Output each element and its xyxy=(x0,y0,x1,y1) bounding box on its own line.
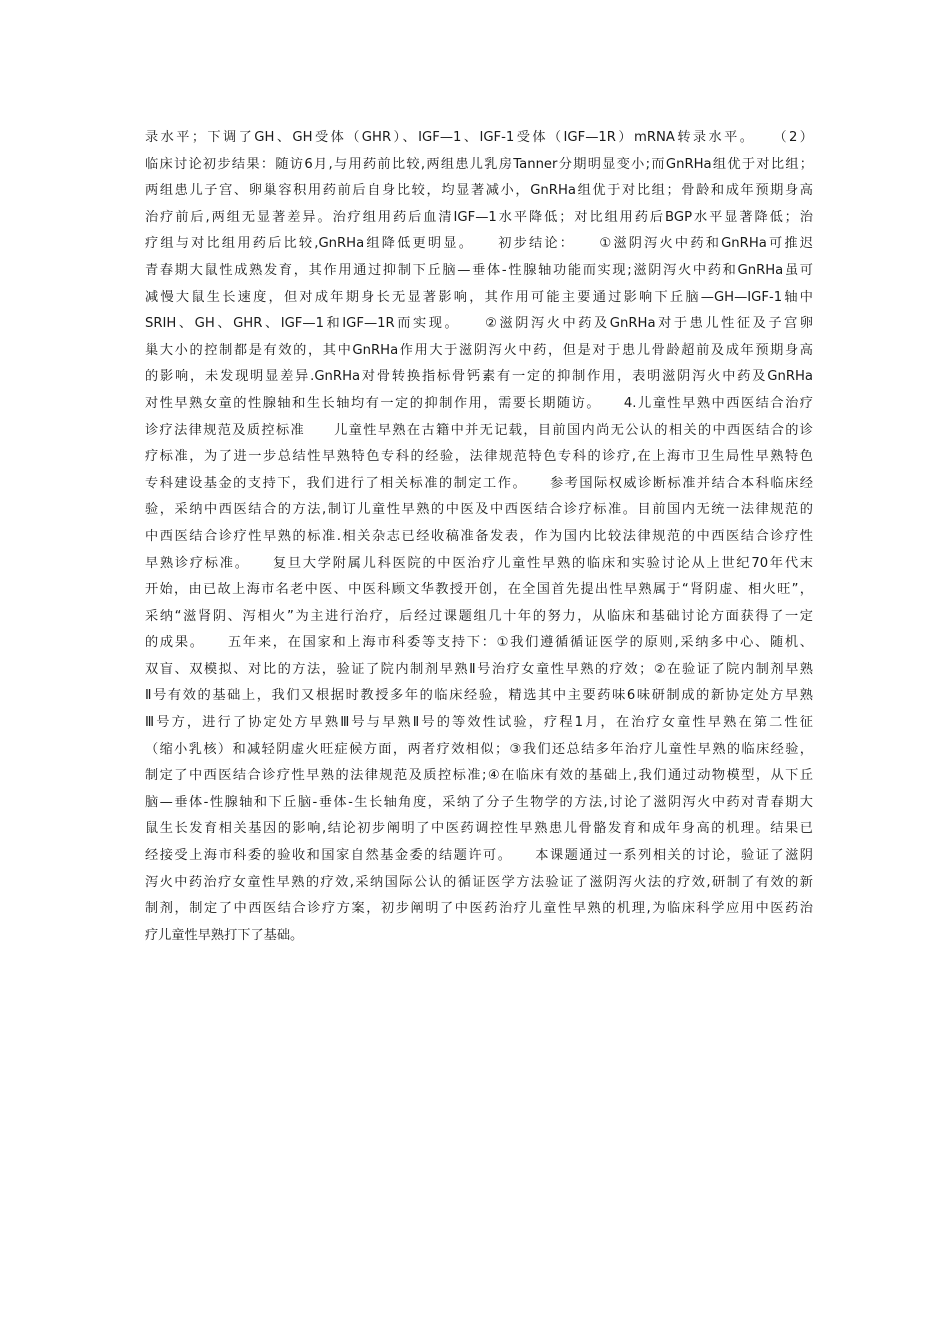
text-line: （缩小乳核）和减轻阴虚火旺症候方面，两者疗效相似；③我们还总结多年治疗儿童性早熟的临床经验， xyxy=(145,741,813,757)
text-line: 减慢大鼠生长速度，但对成年期身长无显著影响，其作用可能主要通过影响下丘脑—GH—IGF-1轴中 xyxy=(145,289,813,305)
text-line: 的影响，未发现明显差异.GnRHa对骨转换指标骨钙素有一定的抑制作用，表明滋阴泻火中药及GnRHa xyxy=(145,369,813,385)
text-line: 对性早熟女童的性腺轴和生长轴均有一定的抑制作用，需要长期随访。 4.儿童性早熟中西医结合治疗 xyxy=(145,395,813,411)
text-line: SRIH、GH、GHR、IGF—1和IGF—1R而实现。 ②滋阴泻火中药及GnRHa对于患儿性征及子宫卵 xyxy=(145,316,813,332)
text-line: 录水平；下调了GH、GH受体（GHR）、IGF—1、IGF-1受体（IGF—1R）mRNA转录水平。 （2） xyxy=(145,130,813,145)
body-text xyxy=(145,125,813,949)
text-line: 治疗前后,两组无显著差异。治疗组用药后血清IGF—1水平降低；对比组用药后BGP水平显著降低；治 xyxy=(145,209,813,225)
text-line: 专科建设基金的支持下，我们进行了相关标准的制定工作。 参考国际权威诊断标准并结合本科临床经 xyxy=(145,475,813,491)
text-line: 脑—垂体-性腺轴和下丘脑-垂体-生长轴角度，采纳了分子生物学的方法,讨论了滋阴泻火中药对青春期大 xyxy=(145,794,813,810)
text-line: 制剂，制定了中西医结合诊疗方案，初步阐明了中医药治疗儿童性早熟的机理,为临床科学应用中医药治 xyxy=(145,901,813,917)
text-line: 双盲、双模拟、对比的方法，验证了院内制剂早熟Ⅱ号治疗女童性早熟的疗效；②在验证了院内制剂早熟 xyxy=(145,661,813,677)
text-line: 的成果。 五年来，在国家和上海市科委等支持下：①我们遵循循证医学的原则,采纳多中心、随机、 xyxy=(145,635,813,651)
text-line: 采纳“滋肾阴、泻相火”为主进行治疗，后经过课题组几十年的努力，从临床和基础讨论方面获得了一定 xyxy=(145,608,813,624)
text-line: 诊疗法律规范及质控标准 儿童性早熟在古籍中并无记载，目前国内尚无公认的相关的中西医结合的诊 xyxy=(145,422,813,438)
text-line: 经接受上海市科委的验收和国家自然基金委的结题许可。 本课题通过一系列相关的讨论，验证了滋阴 xyxy=(145,848,813,864)
text-line: 鼠生长发育相关基因的影响,结论初步阐明了中医药调控性早熟患儿骨骼发育和成年身高的机理。结果已 xyxy=(145,821,813,837)
text-line: Ⅱ号有效的基础上，我们又根据时教授多年的临床经验，精选其中主要药味6味研制成的新协定处方早熟 xyxy=(145,688,813,704)
text-line: 疗儿童性早熟打下了基础。 xyxy=(145,927,304,943)
text-line: 制定了中西医结合诊疗性早熟的法律规范及质控标准;④在临床有效的基础上,我们通过动物模型，从下丘 xyxy=(145,768,813,784)
text-line: 两组患儿子宫、卵巢容积用药前后自身比较，均显著减小，GnRHa组优于对比组；骨龄和成年预期身高 xyxy=(145,183,813,199)
text-line: 中西医结合诊疗性早熟的标准.相关杂志已经收稿准备发表，作为国内比较法律规范的中西医结合诊疗性 xyxy=(145,528,813,544)
text-line: 早熟诊疗标准。 复旦大学附属儿科医院的中医治疗儿童性早熟的临床和实验讨论从上世纪70年代末 xyxy=(145,555,813,571)
text-line: Ⅲ号方，进行了协定处方早熟Ⅲ号与早熟Ⅱ号的等效性试验，疗程1月，在治疗女童性早熟在第二性征 xyxy=(145,715,813,731)
text-line: 青春期大鼠性成熟发育，其作用通过抑制下丘脑—垂体-性腺轴功能而实现;滋阴泻火中药和GnRHa虽可 xyxy=(145,262,813,278)
text-line: 临床讨论初步结果：随访6月,与用药前比较,两组患儿乳房Tanner分期明显变小;而GnRHa组优于对比组； xyxy=(145,156,813,172)
text-line: 疗组与对比组用药后比较,GnRHa组降低更明显。 初步结论： ①滋阴泻火中药和GnRHa可推迟 xyxy=(145,236,813,252)
text-line: 泻火中药治疗女童性早熟的疗效,采纳国际公认的循证医学方法验证了滋阴泻火法的疗效,研制了有效的新 xyxy=(145,874,813,890)
text-line: 巢大小的控制都是有效的，其中GnRHa作用大于滋阴泻火中药，但是对于患儿骨龄超前及成年预期身高 xyxy=(145,342,813,358)
text-line: 开始，由已故上海市名老中医、中医科顾文华教授开创，在全国首先提出性早熟属于“肾阴虚、相火旺”， xyxy=(145,582,813,598)
text-line: 疗标准，为了进一步总结性早熟特色专科的经验，法律规范特色专科的诊疗,在上海市卫生局性早熟特色 xyxy=(145,449,813,465)
text-line: 验，采纳中西医结合的方法,制订儿童性早熟的中医及中西医结合诊疗标准。目前国内无统一法律规范的 xyxy=(145,502,813,518)
